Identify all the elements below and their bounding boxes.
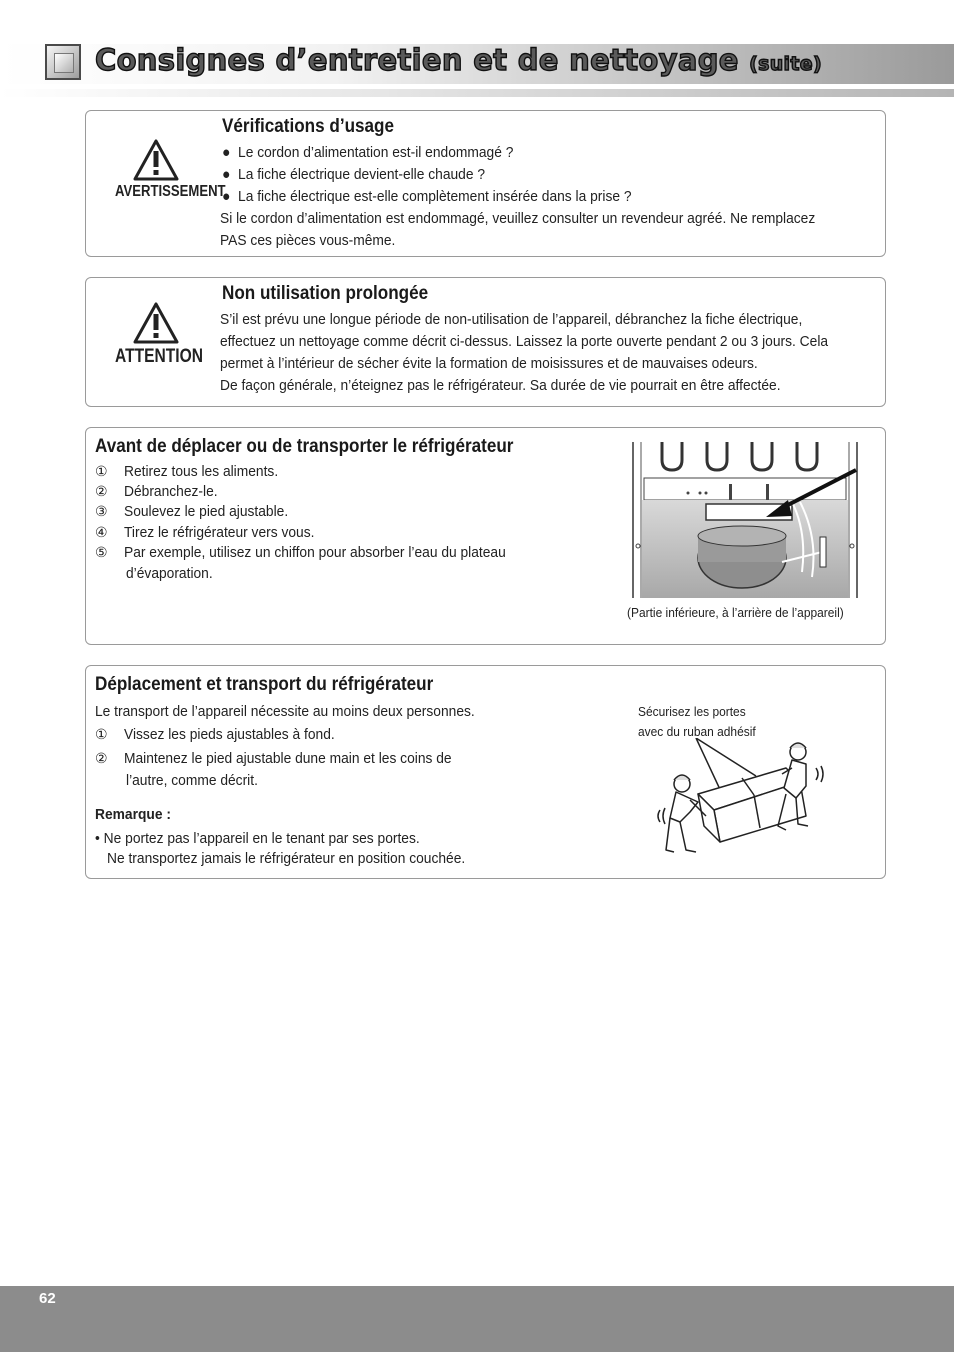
bullet-item: ● La fiche électrique devient-elle chaude ? (222, 166, 486, 183)
remark-line: Ne transportez jamais le réfrigérateur en position couchée. (107, 850, 466, 867)
step-number: ① (95, 726, 108, 742)
step-number: ③ (95, 503, 108, 519)
verifications-box (85, 110, 886, 257)
body-text-line: permet à l’intérieur de sécher évite la formation de moisissures et de mauvaises odeurs. (220, 355, 758, 372)
step-text: Maintenez le pied ajustable dune main et les coins de (124, 750, 452, 767)
body-text-line: Si le cordon d’alimentation est endommagé, veuillez consulter un revendeur agréé. Ne remplacez (220, 210, 816, 227)
page-title-suite: (suite) (749, 53, 822, 75)
step-number: ② (95, 750, 108, 766)
step-text: Vissez les pieds ajustables à fond. (124, 726, 335, 743)
section-title: Non utilisation prolongée (222, 283, 429, 304)
page-title: Consignes d’entretien et de nettoyage (suite) (95, 43, 822, 77)
warning-triangle-icon (133, 139, 179, 181)
warning-triangle-icon (133, 302, 179, 344)
remark-line: • Ne portez pas l’appareil en le tenant par ses portes. (95, 830, 420, 847)
step-number: ② (95, 483, 108, 499)
page-footer-band (0, 1286, 954, 1352)
step-number: ⑤ (95, 544, 108, 560)
warning-block (106, 139, 226, 201)
step-number: ④ (95, 524, 108, 540)
step-text: Tirez le réfrigérateur vers vous. (124, 524, 315, 541)
step-text: Retirez tous les aliments. (124, 463, 279, 480)
body-text-line: PAS ces pièces vous-même. (220, 232, 396, 249)
step-number: ① (95, 463, 108, 479)
body-text-line: S’il est prévu une longue période de non-utilisation de l’appareil, débranchez la fiche électrique, (220, 311, 803, 328)
avant-deplacer-box (85, 427, 886, 645)
section-title: Vérifications d’usage (222, 116, 395, 137)
bullet-item: ● Le cordon d’alimentation est-il endommagé ? (222, 144, 514, 161)
step-text: Soulevez le pied ajustable. (124, 503, 289, 520)
step-text-continued: d’évaporation. (126, 565, 213, 582)
fridge-back-illustration (632, 442, 858, 598)
remark-title: Remarque : (95, 806, 171, 823)
caution-label: ATTENTION (115, 346, 203, 367)
warning-label: AVERTISSEMENT (115, 183, 226, 200)
body-text-line: Le transport de l’appareil nécessite au moins deux personnes. (95, 703, 475, 720)
header-underline (0, 89, 954, 97)
figure-label: Sécurisez les portes (638, 704, 746, 719)
section-title: Avant de déplacer ou de transporter le réfrigérateur (95, 436, 514, 457)
deplacement-box (85, 665, 886, 879)
body-text-line: De façon générale, n’éteignez pas le réfrigérateur. Sa durée de vie pourrait en être affectée. (220, 377, 781, 394)
carrying-fridge-illustration (656, 738, 826, 862)
page-number: 62 (39, 1290, 56, 1307)
figure-caption: (Partie inférieure, à l’arrière de l’appareil) (627, 605, 844, 620)
non-utilisation-box (85, 277, 886, 407)
bullet-item: ● La fiche électrique est-elle complètement insérée dans la prise ? (222, 188, 632, 205)
figure-label: avec du ruban adhésif (638, 724, 756, 739)
caution-block (106, 302, 206, 368)
step-text-continued: l’autre, comme décrit. (126, 772, 258, 789)
header-square-icon (45, 44, 81, 80)
step-text: Par exemple, utilisez un chiffon pour absorber l’eau du plateau (124, 544, 506, 561)
body-text-line: effectuez un nettoyage comme décrit ci-dessus. Laissez la porte ouverte pendant 2 ou 3 jours. Cela (220, 333, 829, 350)
section-title: Déplacement et transport du réfrigérateur (95, 674, 434, 695)
step-text: Débranchez-le. (124, 483, 218, 500)
